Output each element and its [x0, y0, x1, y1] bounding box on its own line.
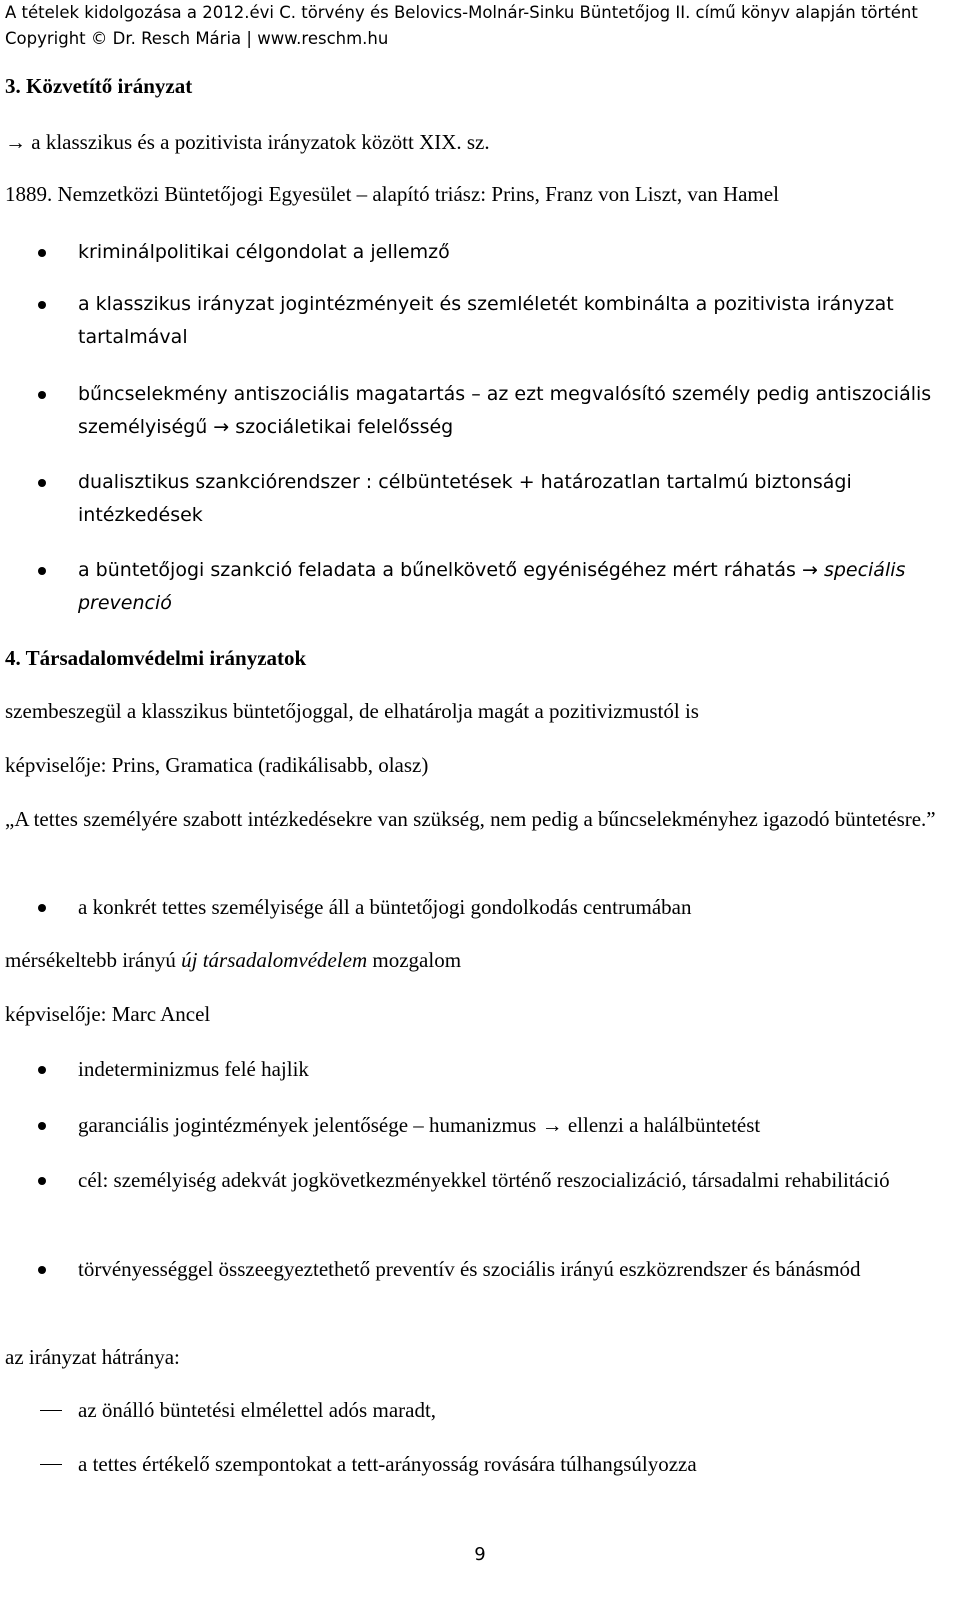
list-item-text: garanciális jogintézmények jelentősége – humanizmus → ellenzi a halálbüntetést [78, 1113, 761, 1137]
list-item-text-italic: speciális prevenció [78, 559, 906, 614]
list-item-text: a konkrét tettes személyisége áll a büntetőjogi gondolkodás centrumában [78, 895, 692, 919]
page-header [5, 0, 955, 52]
list-item-text: az önálló büntetési elmélettel adós maradt, [78, 1398, 437, 1422]
quote-paragraph: „A tettes személyére szabott intézkedésekre van szükség, nem pedig a bűncselekményhez igazodó büntetésre.” [5, 807, 936, 831]
bullet-icon [38, 1177, 46, 1185]
bullet-icon [38, 1266, 46, 1274]
paragraph-text-italic: új társadalomvédelem [181, 948, 368, 972]
section4-paragraph: szembeszegül a klasszikus büntetőjoggal, de elhatárolja magát a pozitivizmustól is [5, 699, 699, 723]
section3-year-line: 1889. Nemzetközi Büntetőjogi Egyesület – alapító triász: Prins, Franz von Liszt, van Hamel [5, 182, 779, 206]
list-item-text [78, 554, 943, 620]
paragraph-text-plain: mérsékeltebb irányú [5, 948, 176, 972]
bullet-icon [38, 904, 46, 912]
list-item-text: a klasszikus irányzat jogintézményeit és szemléletét kombinálta a pozitivista irányzat tartalmával [78, 293, 894, 348]
section4-heading: 4. Társadalomvédelmi irányzatok [5, 646, 307, 670]
header-title: A tételek kidolgozása a 2012.évi C. törvény és Belovics-Molnár-Sinku Büntetőjog II. című könyv alapján történt [5, 3, 918, 22]
list-item-text: dualisztikus szankciórendszer : célbüntetések + határozatlan tartalmú biztonsági intézkedések [78, 471, 852, 526]
section3-arrow-line: → a klasszikus és a pozitivista irányzatok között XIX. sz. [5, 130, 490, 154]
bullet-icon [38, 301, 46, 309]
list-item-text: bűncselekmény antiszociális magatartás – az ezt megvalósító személy pedig antiszociális személyiségű → szociáletikai felelősség [78, 383, 932, 438]
drawback-label: az irányzat hátránya: [5, 1345, 180, 1369]
section3-heading: 3. Közvetítő irányzat [5, 74, 193, 98]
header-copyright: Copyright © Dr. Resch Mária | www.reschm.hu [5, 29, 389, 48]
bullet-icon [38, 1066, 46, 1074]
list-item-text: kriminálpolitikai célgondolat a jellemző [78, 241, 450, 263]
section4-representative: képviselője: Marc Ancel [5, 1002, 211, 1026]
page-number: 9 [474, 1544, 486, 1565]
bullet-icon [38, 249, 46, 257]
list-item-text-plain: a büntetőjogi szankció feladata a bűnelkövető egyéniségéhez mért ráhatás → [78, 559, 818, 581]
bullet-icon [38, 567, 46, 575]
section4-paragraph [5, 944, 461, 977]
dash-icon [40, 1410, 62, 1411]
bullet-icon [38, 479, 46, 487]
dash-icon [40, 1464, 62, 1465]
list-item-text: a tettes értékelő szempontokat a tett-arányosság rovására túlhangsúlyozza [78, 1452, 697, 1476]
list-item-text: törvényességgel összeegyeztethető preventív és szociális irányú eszközrendszer és bánásmód [78, 1257, 861, 1281]
bullet-icon [38, 391, 46, 399]
list-item-text: indeterminizmus felé hajlik [78, 1057, 309, 1081]
section4-representative: képviselője: Prins, Gramatica (radikálisabb, olasz) [5, 753, 429, 777]
list-item-text: cél: személyiség adekvát jogkövetkezményekkel történő reszocializáció, társadalmi rehabilitáció [78, 1168, 890, 1192]
bullet-icon [38, 1122, 46, 1130]
paragraph-text-plain: mozgalom [372, 948, 462, 972]
